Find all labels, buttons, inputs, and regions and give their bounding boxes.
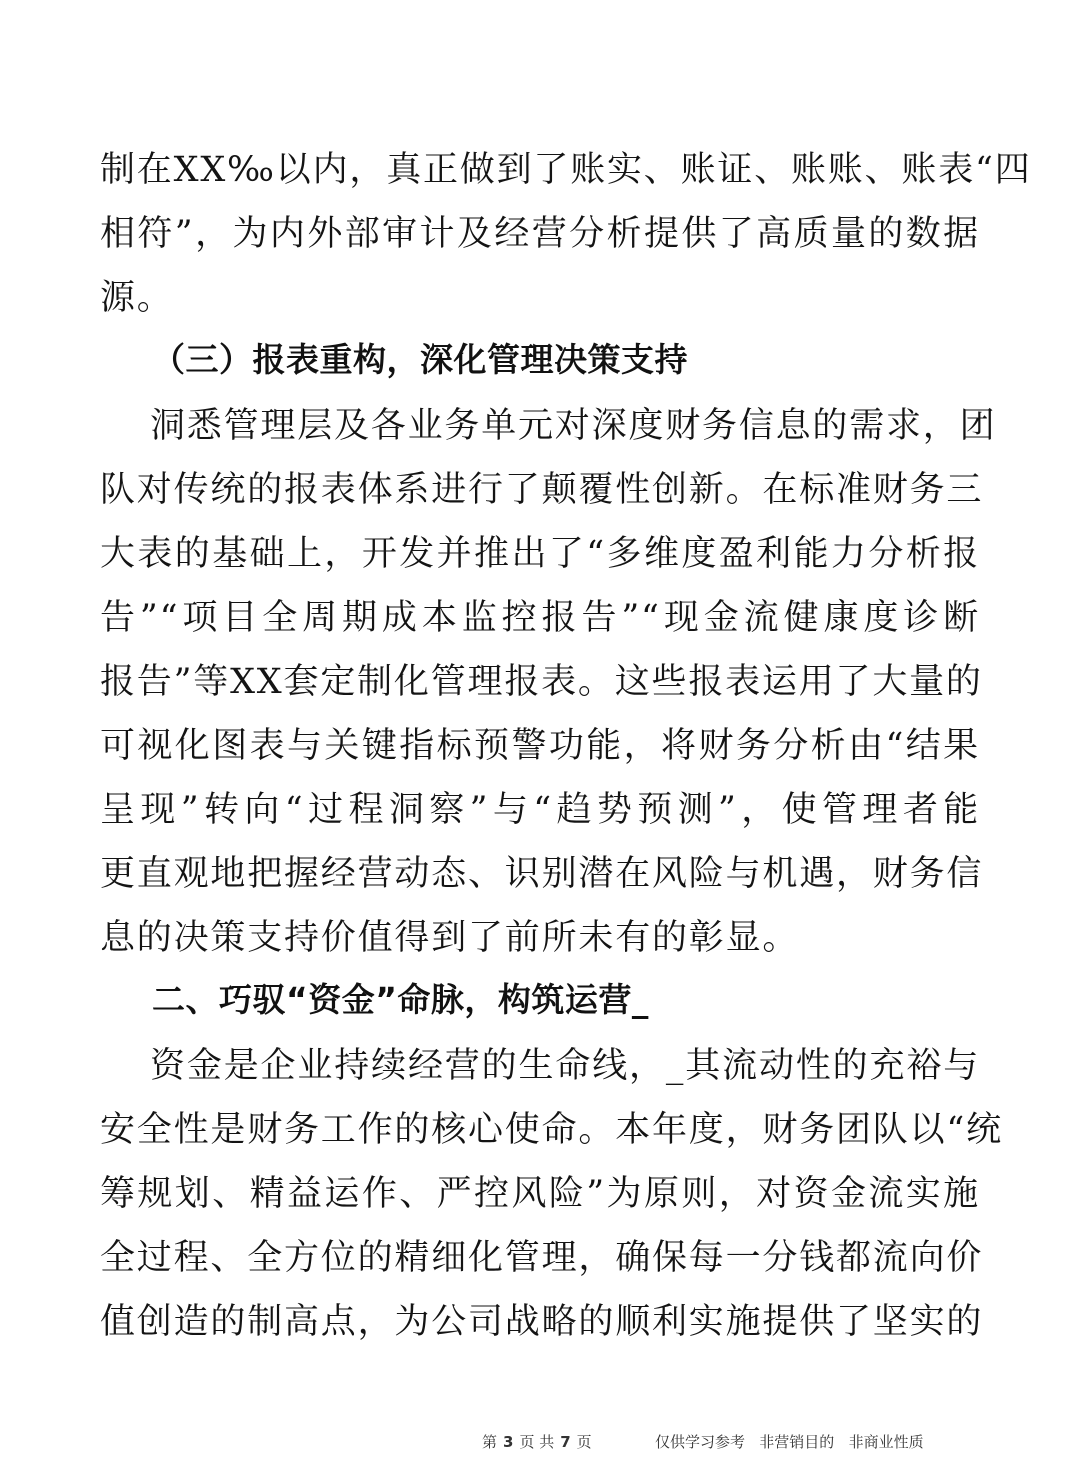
page-prefix: 第 (482, 1433, 498, 1451)
paragraph-line: 安全性是财务工作的核心使命。本年度，财务团队以“统 (100, 1110, 1003, 1150)
subsection-heading: （三）报表重构，深化管理决策支持 (152, 340, 688, 379)
page-mid: 页 共 (519, 1433, 555, 1451)
paragraph-line: 全过程、全方位的精细化管理，确保每一分钱都流向价 (100, 1238, 984, 1278)
page-number (482, 1430, 592, 1454)
section-heading: 二、巧驭“资金”命脉，构筑运营_ (152, 980, 649, 1019)
total-pages: 7 (560, 1433, 571, 1451)
paragraph-line: 可视化图表与关键指标预警功能，将财务分析由“结果 (100, 726, 980, 766)
paragraph-line: 更直观地把握经营动态、识别潜在风险与机遇，财务信 (100, 854, 984, 894)
paragraph-line: 值创造的制高点，为公司战略的顺利实施提供了坚实的 (100, 1302, 984, 1342)
paragraph-line: 队对传统的报表体系进行了颠覆性创新。在标准财务三 (100, 470, 984, 510)
paragraph-line: 大表的基础上，开发并推出了“多维度盈利能力分析报 (100, 534, 980, 574)
paragraph-line: 呈现”转向“过程洞察”与“趋势预测”，使管理者能 (100, 790, 980, 830)
paragraph-line: 息的决策支持价值得到了前所未有的彰显。 (100, 918, 800, 958)
paragraph-line: 源。 (100, 278, 174, 318)
current-page: 3 (503, 1433, 514, 1451)
paragraph-line: 制在XX‰以内，真正做到了账实、账证、账账、账表“四 (100, 150, 1032, 190)
paragraph-line: 相符”，为内外部审计及经营分析提供了高质量的数据 (100, 214, 980, 254)
paragraph-line: 告”“项目全周期成本监控报告”“现金流健康度诊断 (100, 598, 980, 638)
page-suffix: 页 (576, 1433, 592, 1451)
paragraph-line: 报告”等XX套定制化管理报表。这些报表运用了大量的 (100, 662, 983, 702)
footer-disclaimer: 仅供学习参考 非营销目的 非商业性质 (655, 1433, 924, 1451)
paragraph-line: 洞悉管理层及各业务单元对深度财务信息的需求，团 (150, 406, 997, 446)
paragraph-line: 筹规划、精益运作、严控风险”为原则，对资金流实施 (100, 1174, 980, 1214)
paragraph-line: 资金是企业持续经营的生命线，_其流动性的充裕与 (150, 1046, 980, 1086)
